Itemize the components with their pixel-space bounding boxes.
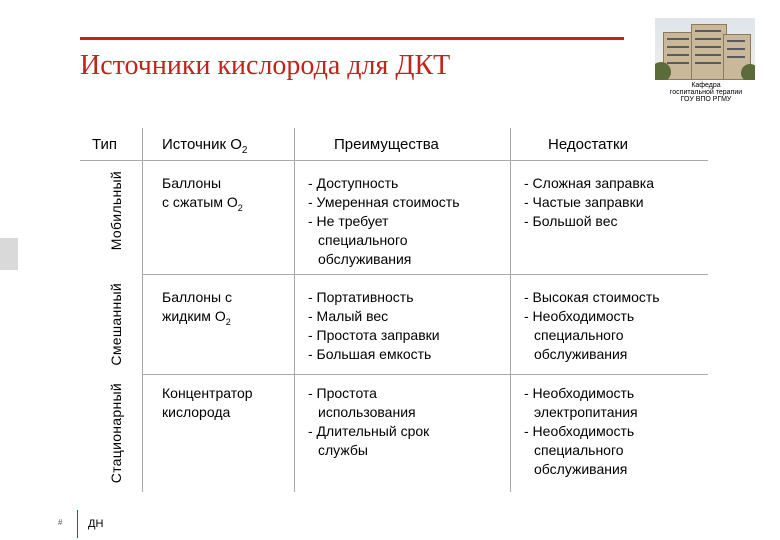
department-logo-image <box>655 18 755 80</box>
header-source: Источник $О_2$ <box>162 136 248 156</box>
row-disadvantages-cell: - Необходимость электропитания - Необходимость специального обслуживания <box>524 385 638 477</box>
row-type-mixed: Смешанный <box>108 282 124 366</box>
page-number: # <box>58 518 63 527</box>
title-underline <box>80 37 624 40</box>
row-separator <box>142 274 708 275</box>
row-advantages-cell: - Доступность - Умеренная стоимость - Не требует специального обслуживания <box>308 175 460 267</box>
header-disadvantages: Недостатки <box>548 136 628 153</box>
table-header-separator <box>80 160 708 161</box>
header-advantages: Преимущества <box>334 136 439 153</box>
row-type-mobile: Мобильный <box>108 171 124 251</box>
row-source-cell: Баллоны с сжатым $О_2$ <box>162 175 243 213</box>
side-tab-decoration <box>0 238 18 270</box>
slide-title: Источники кислорода для ДКТ <box>80 50 451 81</box>
row-advantages-cell: - Портативность - Малый вес - Простота заправки - Большая емкость <box>308 289 440 362</box>
row-source-cell: Концентратор кислорода <box>162 385 253 420</box>
footer-author: ДН <box>88 518 104 530</box>
row-type-stationary: Стационарный <box>108 382 124 484</box>
column-separator <box>142 128 143 492</box>
row-separator <box>142 374 708 375</box>
header-type: Тип <box>92 136 118 153</box>
row-disadvantages-cell: - Высокая стоимость - Необходимость специального обслуживания <box>524 289 660 362</box>
row-advantages-cell: - Простота использования - Длительный срок службы <box>308 385 430 458</box>
column-separator <box>510 128 511 492</box>
row-source-cell: Баллоны с жидким $О_2$ <box>162 289 232 327</box>
column-separator <box>294 128 295 492</box>
logo-caption: Кафедра госпитальной терапии ГОУ ВПО РГМУ <box>669 82 743 103</box>
footer-divider <box>77 510 78 538</box>
row-disadvantages-cell: - Сложная заправка - Частые заправки - Большой вес <box>524 175 654 229</box>
